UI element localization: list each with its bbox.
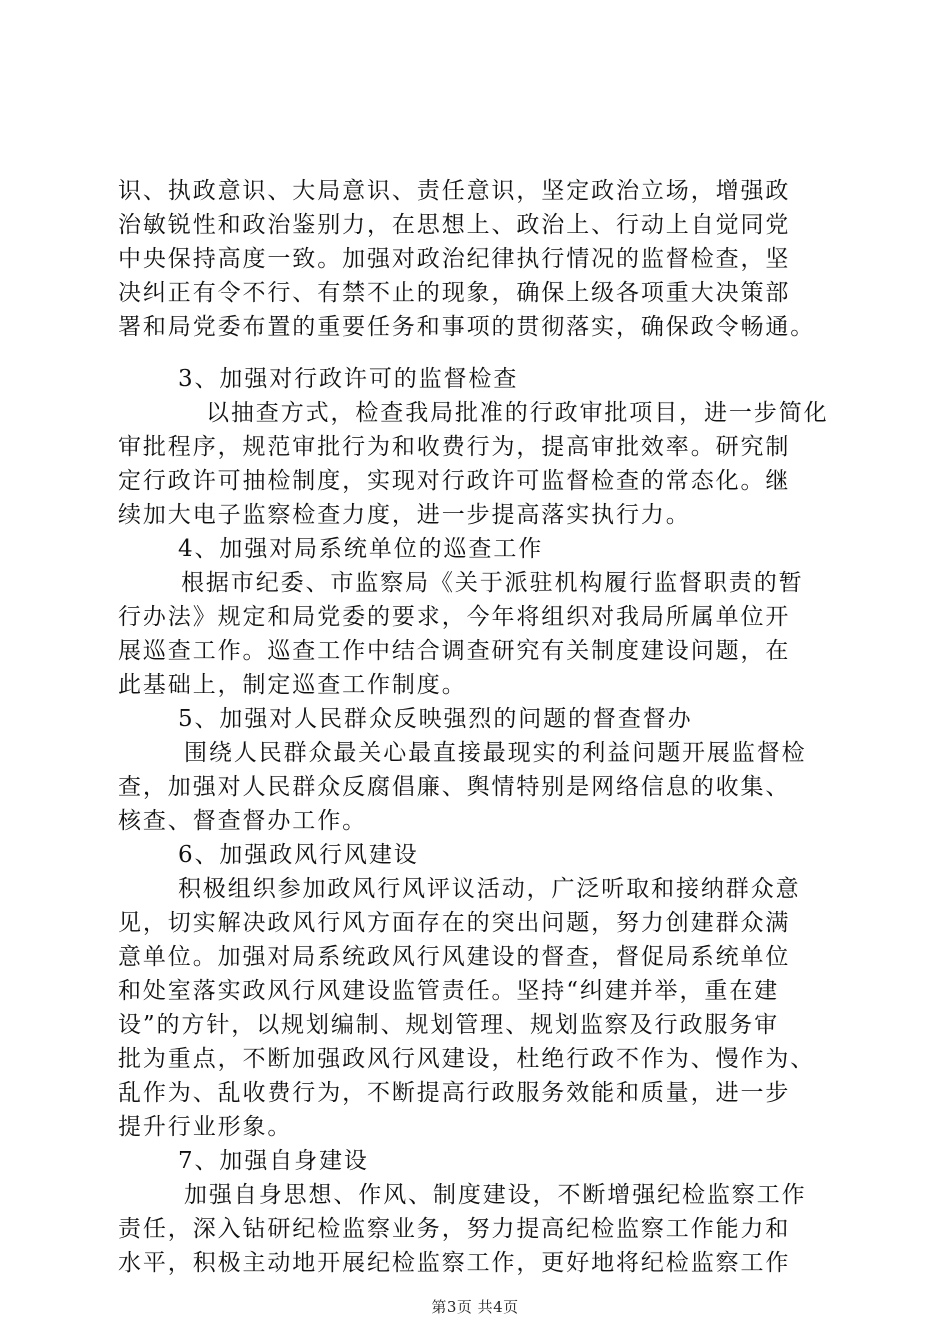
body-line: 定行政许可抽检制度，实现对行政许可监督检查的常态化。继 [118,468,791,494]
body-line: 和处室落实政风行风建设监管责任。坚持“纠建并举，重在建 [118,978,780,1004]
body-line: 决纠正有令不行、有禁不止的现象，确保上级各项重大决策部 [118,280,791,306]
body-line: 以抽查方式，检查我局批准的行政审批项目，进一步简化 [206,400,829,426]
section-heading-5: 5、加强对人民群众反映强烈的问题的督查督办 [178,706,693,732]
body-line: 批为重点，不断加强政风行风建设，杜绝行政不作为、慢作为、 [118,1046,816,1072]
body-line: 署和局党委布置的重要任务和事项的贯彻落实，确保政令畅通。 [118,314,816,340]
body-line: 意单位。加强对局系统政风行风建设的督查，督促局系统单位 [118,944,791,970]
body-line: 加强自身思想、作风、制度建设，不断增强纪检监察工作 [184,1182,807,1208]
body-line: 识、执政意识、大局意识、责任意识，坚定政治立场，增强政 [118,178,791,204]
section-heading-6: 6、加强政风行风建设 [178,842,419,868]
body-line: 乱作为、乱收费行为，不断提高行政服务效能和质量，进一步 [118,1080,791,1106]
body-line: 责任，深入钻研纪检监察业务，努力提高纪检监察工作能力和 [118,1216,791,1242]
body-line: 中央保持高度一致。加强对政治纪律执行情况的监督检查，坚 [118,246,791,272]
body-line: 治敏锐性和政治鉴别力，在思想上、政治上、行动上自觉同党 [118,212,791,238]
body-line: 查，加强对人民群众反腐倡廉、舆情特别是网络信息的收集、 [118,774,791,800]
body-line: 此基础上，制定巡查工作制度。 [118,672,467,698]
body-line: 积极组织参加政风行风评议活动，广泛听取和接纳群众意 [178,876,801,902]
body-line: 提升行业形象。 [118,1114,293,1140]
page-number-footer: 第3页 共4页 [431,1298,519,1316]
section-heading-7: 7、加强自身建设 [178,1148,369,1174]
section-heading-3: 3、加强对行政许可的监督检查 [178,366,519,392]
body-line: 行办法》规定和局党委的要求，今年将组织对我局所属单位开 [118,604,791,630]
body-line: 核查、督查督办工作。 [118,808,367,834]
body-line: 根据市纪委、市监察局《关于派驻机构履行监督职责的暂 [181,570,804,596]
body-line: 见，切实解决政风行风方面存在的突出问题，努力创建群众满 [118,910,791,936]
body-line: 续加大电子监察检查力度，进一步提高落实执行力。 [118,502,691,528]
body-line: 展巡查工作。巡查工作中结合调查研究有关制度建设问题，在 [118,638,791,664]
body-line: 水平，积极主动地开展纪检监察工作，更好地将纪检监察工作 [118,1250,791,1276]
section-heading-4: 4、加强对局系统单位的巡查工作 [178,536,544,562]
body-line: 围绕人民群众最关心最直接最现实的利益问题开展监督检 [184,740,807,766]
body-line: 设”的方针，以规划编制、规划管理、规划监察及行政服务审 [118,1012,780,1038]
body-line: 审批程序，规范审批行为和收费行为，提高审批效率。研究制 [118,434,791,460]
